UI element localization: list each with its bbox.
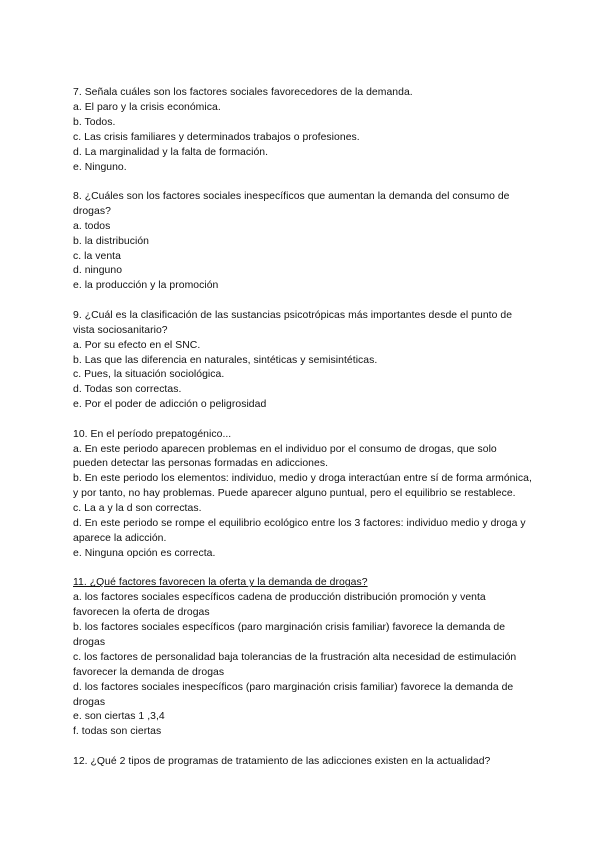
question-12 <box>73 755 533 770</box>
question-stem: 10. En el período prepatogénico... <box>73 428 232 440</box>
question-stem: 9. ¿Cuál es la clasificación de las sustancias psicotrópicas más importantes desde el punto de vista sociosanitario? <box>73 309 513 336</box>
answer-option: c. los factores de personalidad baja tolerancias de la frustración alta necesidad de estimulación favorecer la demanda de drogas <box>73 651 517 678</box>
answer-option: c. Las crisis familiares y determinados trabajos o profesiones. <box>73 131 360 143</box>
answer-option: f. todas son ciertas <box>73 726 162 738</box>
answer-option: b. Todos. <box>73 116 116 128</box>
answer-option: a. En este periodo aparecen problemas en el individuo por el consumo de drogas, que solo pueden detectar las personas formadas en adicciones. <box>73 443 497 470</box>
answer-option: e. Por el poder de adicción o peligrosidad <box>73 399 267 411</box>
question-11 <box>73 576 533 740</box>
answer-option: c. la venta <box>73 250 121 262</box>
answer-option: b. la distribución <box>73 235 149 247</box>
document-page <box>73 86 533 784</box>
answer-option: e. Ninguno. <box>73 161 127 173</box>
answer-option: a. los factores sociales específicos cadena de producción distribución promoción y venta favorecen la oferta de drogas <box>73 592 486 619</box>
question-9 <box>73 309 533 413</box>
answer-option: e. Ninguna opción es correcta. <box>73 547 216 559</box>
answer-option: d. Todas son correctas. <box>73 384 182 396</box>
answer-option: c. Pues, la situación sociológica. <box>73 369 225 381</box>
answer-option: d. En este periodo se rompe el equilibrio ecológico entre los 3 factores: individuo medio y droga y aparece la adicción. <box>73 518 526 544</box>
answer-option: b. En este periodo los elementos: individuo, medio y droga interactúan entre sí de forma armónica, y por tanto, no hay problemas. Puede aparecer alguno puntual, pero el equilibrio se restablece. <box>73 473 532 500</box>
answer-option: e. son ciertas 1 ,3,4 <box>73 711 165 723</box>
answer-option: a. El paro y la crisis económica. <box>73 101 221 113</box>
answer-option: d. ninguno <box>73 265 123 277</box>
answer-option: a. Por su efecto en el SNC. <box>73 339 201 351</box>
question-stem: 8. ¿Cuáles son los factores sociales inespecíficos que aumentan la demanda del consumo de drogas? <box>73 190 510 217</box>
answer-option: b. Las que las diferencia en naturales, sintéticas y semisintéticas. <box>73 354 378 366</box>
question-stem: 7. Señala cuáles son los factores sociales favorecedores de la demanda. <box>73 87 413 98</box>
answer-option: c. La a y la d son correctas. <box>73 503 202 515</box>
question-8 <box>73 190 533 294</box>
question-stem: 12. ¿Qué 2 tipos de programas de tratamiento de las adicciones existen en la actualidad? <box>73 755 491 767</box>
answer-option: b. los factores sociales específicos (paro marginación crisis familiar) favorece la demanda de drogas <box>73 622 506 648</box>
question-7 <box>73 86 533 175</box>
answer-option: a. todos <box>73 220 111 232</box>
answer-option: d. los factores sociales inespecíficos (paro marginación crisis familiar) favorece la demanda de drogas <box>73 681 514 708</box>
answer-option: d. La marginalidad y la falta de formación. <box>73 146 269 158</box>
question-stem: 11. ¿Qué factores favorecen la oferta y la demanda de drogas? <box>73 577 368 589</box>
question-10 <box>73 428 533 562</box>
answer-option: e. la producción y la promoción <box>73 280 219 292</box>
